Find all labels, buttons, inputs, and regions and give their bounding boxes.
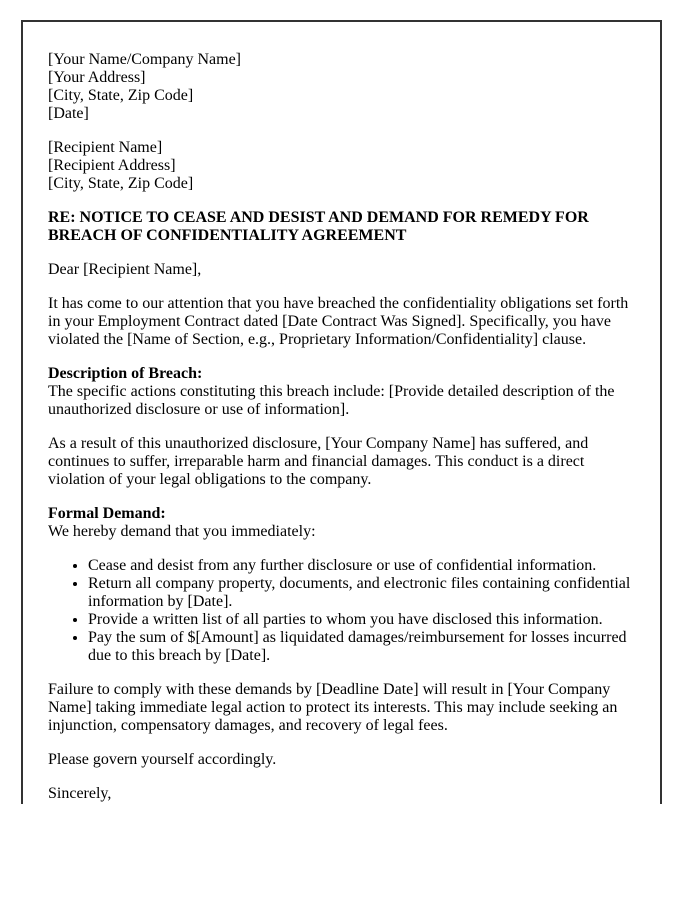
sender-block: [48, 51, 634, 123]
subject-heading: [48, 209, 634, 245]
demand-heading: Formal Demand:: [48, 505, 166, 522]
breach-section: [48, 365, 634, 419]
subject-line-1: RE: NOTICE TO CEASE AND DESIST AND DEMAND FOR REMEDY FOR: [48, 209, 589, 226]
intro-paragraph: It has come to our attention that you have breached the confidentiality obligations set forth in your Employment Contract dated [Date Contract Was Signed]. Specifically, you have violated the [Name of Section, e.g., Proprietary Information/Confidentiality] clause.: [48, 295, 629, 348]
letter-date: [Date]: [48, 105, 89, 122]
signoff: Sincerely,: [48, 785, 112, 802]
subject-line-2: BREACH OF CONFIDENTIALITY AGREEMENT: [48, 227, 407, 244]
harm-paragraph: As a result of this unauthorized disclosure, [Your Company Name] has suffered, and continues to suffer, irreparable harm and financial damages. This conduct is a direct violation of your legal obligations to the company.: [48, 435, 589, 488]
consequences-paragraph: Failure to comply with these demands by [Deadline Date] will result in [Your Company Name] taking immediate legal action to protect its interests. This may include seeking an injunction, compensatory damages, and recovery of legal fees.: [48, 681, 618, 734]
demand-item-written-list: • Provide a written list of all parties to whom you have disclosed this information.: [88, 611, 634, 629]
demand-list: [48, 557, 634, 665]
recipient-city-state-zip: [City, State, Zip Code]: [48, 175, 194, 192]
breach-body: The specific actions constituting this breach include: [Provide detailed description of the unauthorized disclosure or use of information].: [48, 383, 615, 418]
demand-item-cease: • Cease and desist from any further disclosure or use of confidential information.: [88, 557, 634, 575]
closing-line: Please govern yourself accordingly.: [48, 751, 277, 768]
breach-heading: Description of Breach:: [48, 365, 203, 382]
demand-intro: We hereby demand that you immediately:: [48, 523, 316, 540]
sender-name: [Your Name/Company Name]: [48, 51, 242, 68]
salutation: Dear [Recipient Name],: [48, 261, 202, 278]
recipient-address: [Recipient Address]: [48, 157, 176, 174]
demand-item-payment: • Pay the sum of $[Amount] as liquidated damages/reimbursement for losses incurred due to this breach by [Date].: [88, 629, 634, 665]
demand-section: [48, 505, 634, 541]
recipient-block: [48, 139, 634, 193]
demand-item-return-property: • Return all company property, documents, and electronic files containing confidential information by [Date].: [88, 575, 634, 611]
sender-city-state-zip: [City, State, Zip Code]: [48, 87, 194, 104]
recipient-name: [Recipient Name]: [48, 139, 163, 156]
letter-document: [21, 20, 662, 804]
sender-address: [Your Address]: [48, 69, 146, 86]
